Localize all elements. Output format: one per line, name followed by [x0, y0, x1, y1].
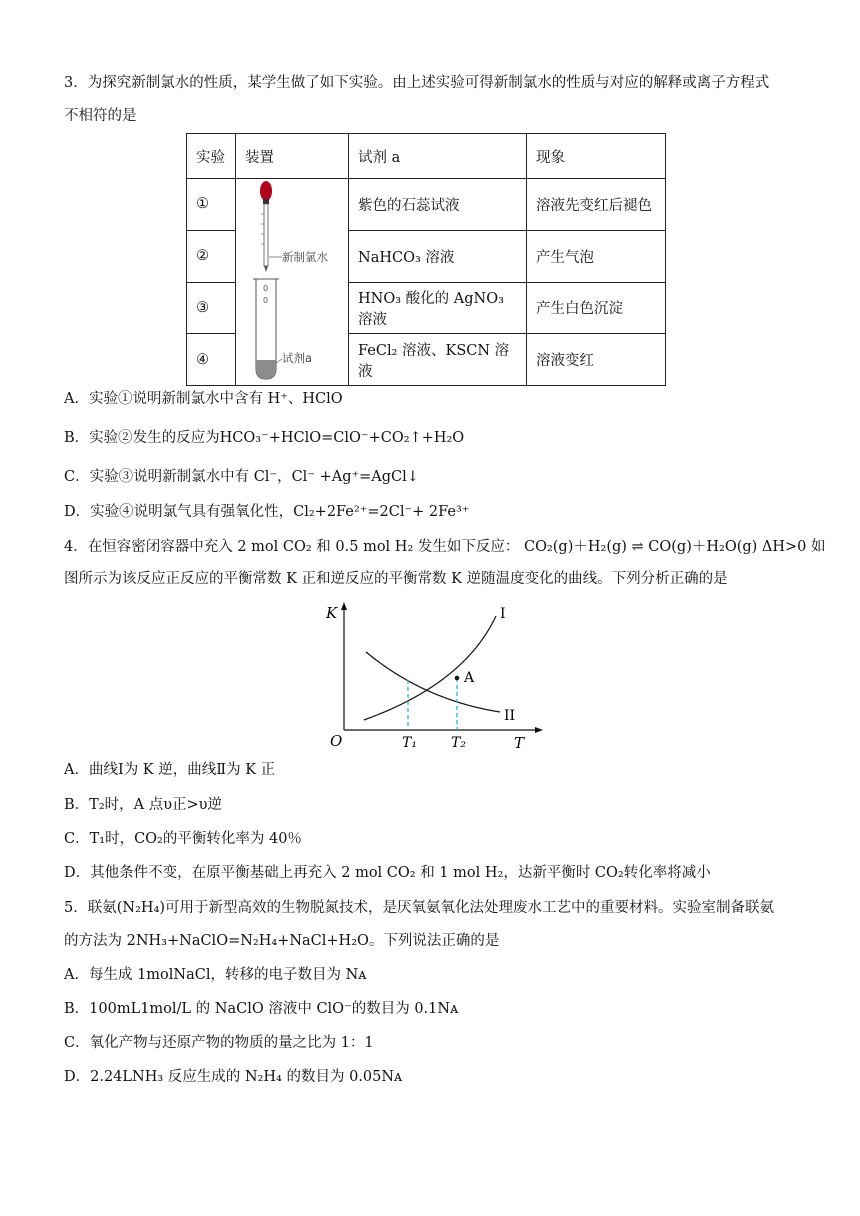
row-reagent: HNO₃ 酸化的 AgNO₃ 溶液	[349, 282, 527, 334]
x-axis-arrow-icon	[535, 727, 543, 733]
row-reagent: NaHCO₃ 溶液	[349, 230, 527, 282]
q3-option-a: A．实验①说明新制氯水中含有 H⁺、HClO	[64, 391, 343, 407]
row-phenomenon: 产生白色沉淀	[527, 282, 666, 334]
test-tube-dropper-icon	[236, 179, 348, 381]
table-header-row	[187, 134, 666, 179]
header-phenomenon: 现象	[527, 134, 666, 179]
y-axis-label: K	[326, 604, 338, 622]
q3-stem-line-1: 3．为探究新制氯水的性质，某学生做了如下实验。由上述实验可得新制氯水的性质与对应的解释或离子方程式	[64, 75, 770, 91]
point-a	[455, 676, 460, 681]
q3-option-b: B．实验②发生的反应为HCO₃⁻+HClO=ClO⁻+CO₂↑+H₂O	[64, 430, 465, 446]
t1-label: T₁	[402, 735, 417, 750]
row-id: ④	[187, 334, 236, 386]
q5-stem-line-2: 的方法为 2NH₃+NaClO=N₂H₄+NaCl+H₂O。下列说法正确的是	[64, 933, 500, 949]
row-phenomenon: 产生气泡	[527, 230, 666, 282]
k-vs-t-graph	[314, 600, 554, 750]
header-experiment: 实验	[187, 134, 236, 179]
label-chlorine-water: 新制氯水	[282, 250, 328, 264]
q4-stem-line-1: 4．在恒容密闭容器中充入 2 mol CO₂ 和 0.5 mol H₂ 发生如下反应： CO₂(g)＋H₂(g) ⇌ CO(g)＋H₂O(g) ΔH>0 如	[64, 539, 826, 555]
t2-label: T₂	[451, 735, 466, 750]
q3-experiment-table	[186, 133, 666, 386]
point-a-label: A	[464, 670, 475, 686]
q3-stem-line-2: 不相符的是	[64, 108, 137, 124]
x-axis-label: T	[514, 734, 525, 750]
apparatus-cell	[236, 179, 349, 386]
label-reagent-a: 试剂a	[282, 351, 313, 365]
row-reagent: 紫色的石蕊试液	[349, 179, 527, 231]
row-phenomenon: 溶液变红	[527, 334, 666, 386]
q5-stem-line-1: 5．联氨(N₂H₄)可用于新型高效的生物脱氮技术，是厌氧氨氧化法处理废水工艺中的重要材料。实验室制备联氨	[64, 900, 774, 916]
row-id: ①	[187, 179, 236, 231]
curve-i-label: I	[500, 606, 506, 622]
q4-option-b: B．T₂时，A 点υ正>υ逆	[64, 797, 222, 813]
curve-ii-label: II	[504, 708, 516, 724]
q4-option-d: D．其他条件不变，在原平衡基础上再充入 2 mol CO₂ 和 1 mol H₂，达新平衡时 CO₂转化率将减小	[64, 865, 711, 881]
table-row	[187, 179, 666, 231]
header-apparatus: 装置	[236, 134, 349, 179]
q3-option-d: D．实验④说明氯气具有强氧化性，Cl₂+2Fe²⁺=2Cl⁻+ 2Fe³⁺	[64, 504, 470, 520]
bubble-mark: 0	[263, 284, 269, 293]
row-id: ③	[187, 282, 236, 334]
row-reagent: FeCl₂ 溶液、KSCN 溶液	[349, 334, 527, 386]
bubble-mark: 0	[263, 296, 269, 305]
q5-option-a: A．每生成 1molNaCl，转移的电子数目为 Nᴀ	[64, 967, 367, 983]
q4-option-a: A．曲线Ⅰ为 K 逆，曲线Ⅱ为 K 正	[64, 762, 276, 778]
q4-option-c: C．T₁时，CO₂的平衡转化率为 40％	[64, 831, 302, 847]
origin-label: O	[330, 732, 343, 750]
row-phenomenon: 溶液先变红后褪色	[527, 179, 666, 231]
q5-option-d: D．2.24LNH₃ 反应生成的 N₂H₄ 的数目为 0.05Nᴀ	[64, 1069, 403, 1085]
q5-option-c: C．氧化产物与还原产物的物质的量之比为 1：1	[64, 1035, 374, 1051]
curve-ii	[366, 652, 500, 712]
y-axis-arrow-icon	[341, 602, 347, 610]
q4-stem-line-2: 图所示为该反应正反应的平衡常数 K 正和逆反应的平衡常数 K 逆随温度变化的曲线。下列分析正确的是	[64, 571, 728, 587]
q3-option-c: C．实验③说明新制氯水中有 Cl⁻，Cl⁻ +Ag⁺=AgCl↓	[64, 469, 419, 485]
curve-i	[364, 616, 496, 720]
row-id: ②	[187, 230, 236, 282]
q5-option-b: B．100mL1mol/L 的 NaClO 溶液中 ClO⁻的数目为 0.1Nᴀ	[64, 1001, 459, 1017]
header-reagent: 试剂 a	[349, 134, 527, 179]
